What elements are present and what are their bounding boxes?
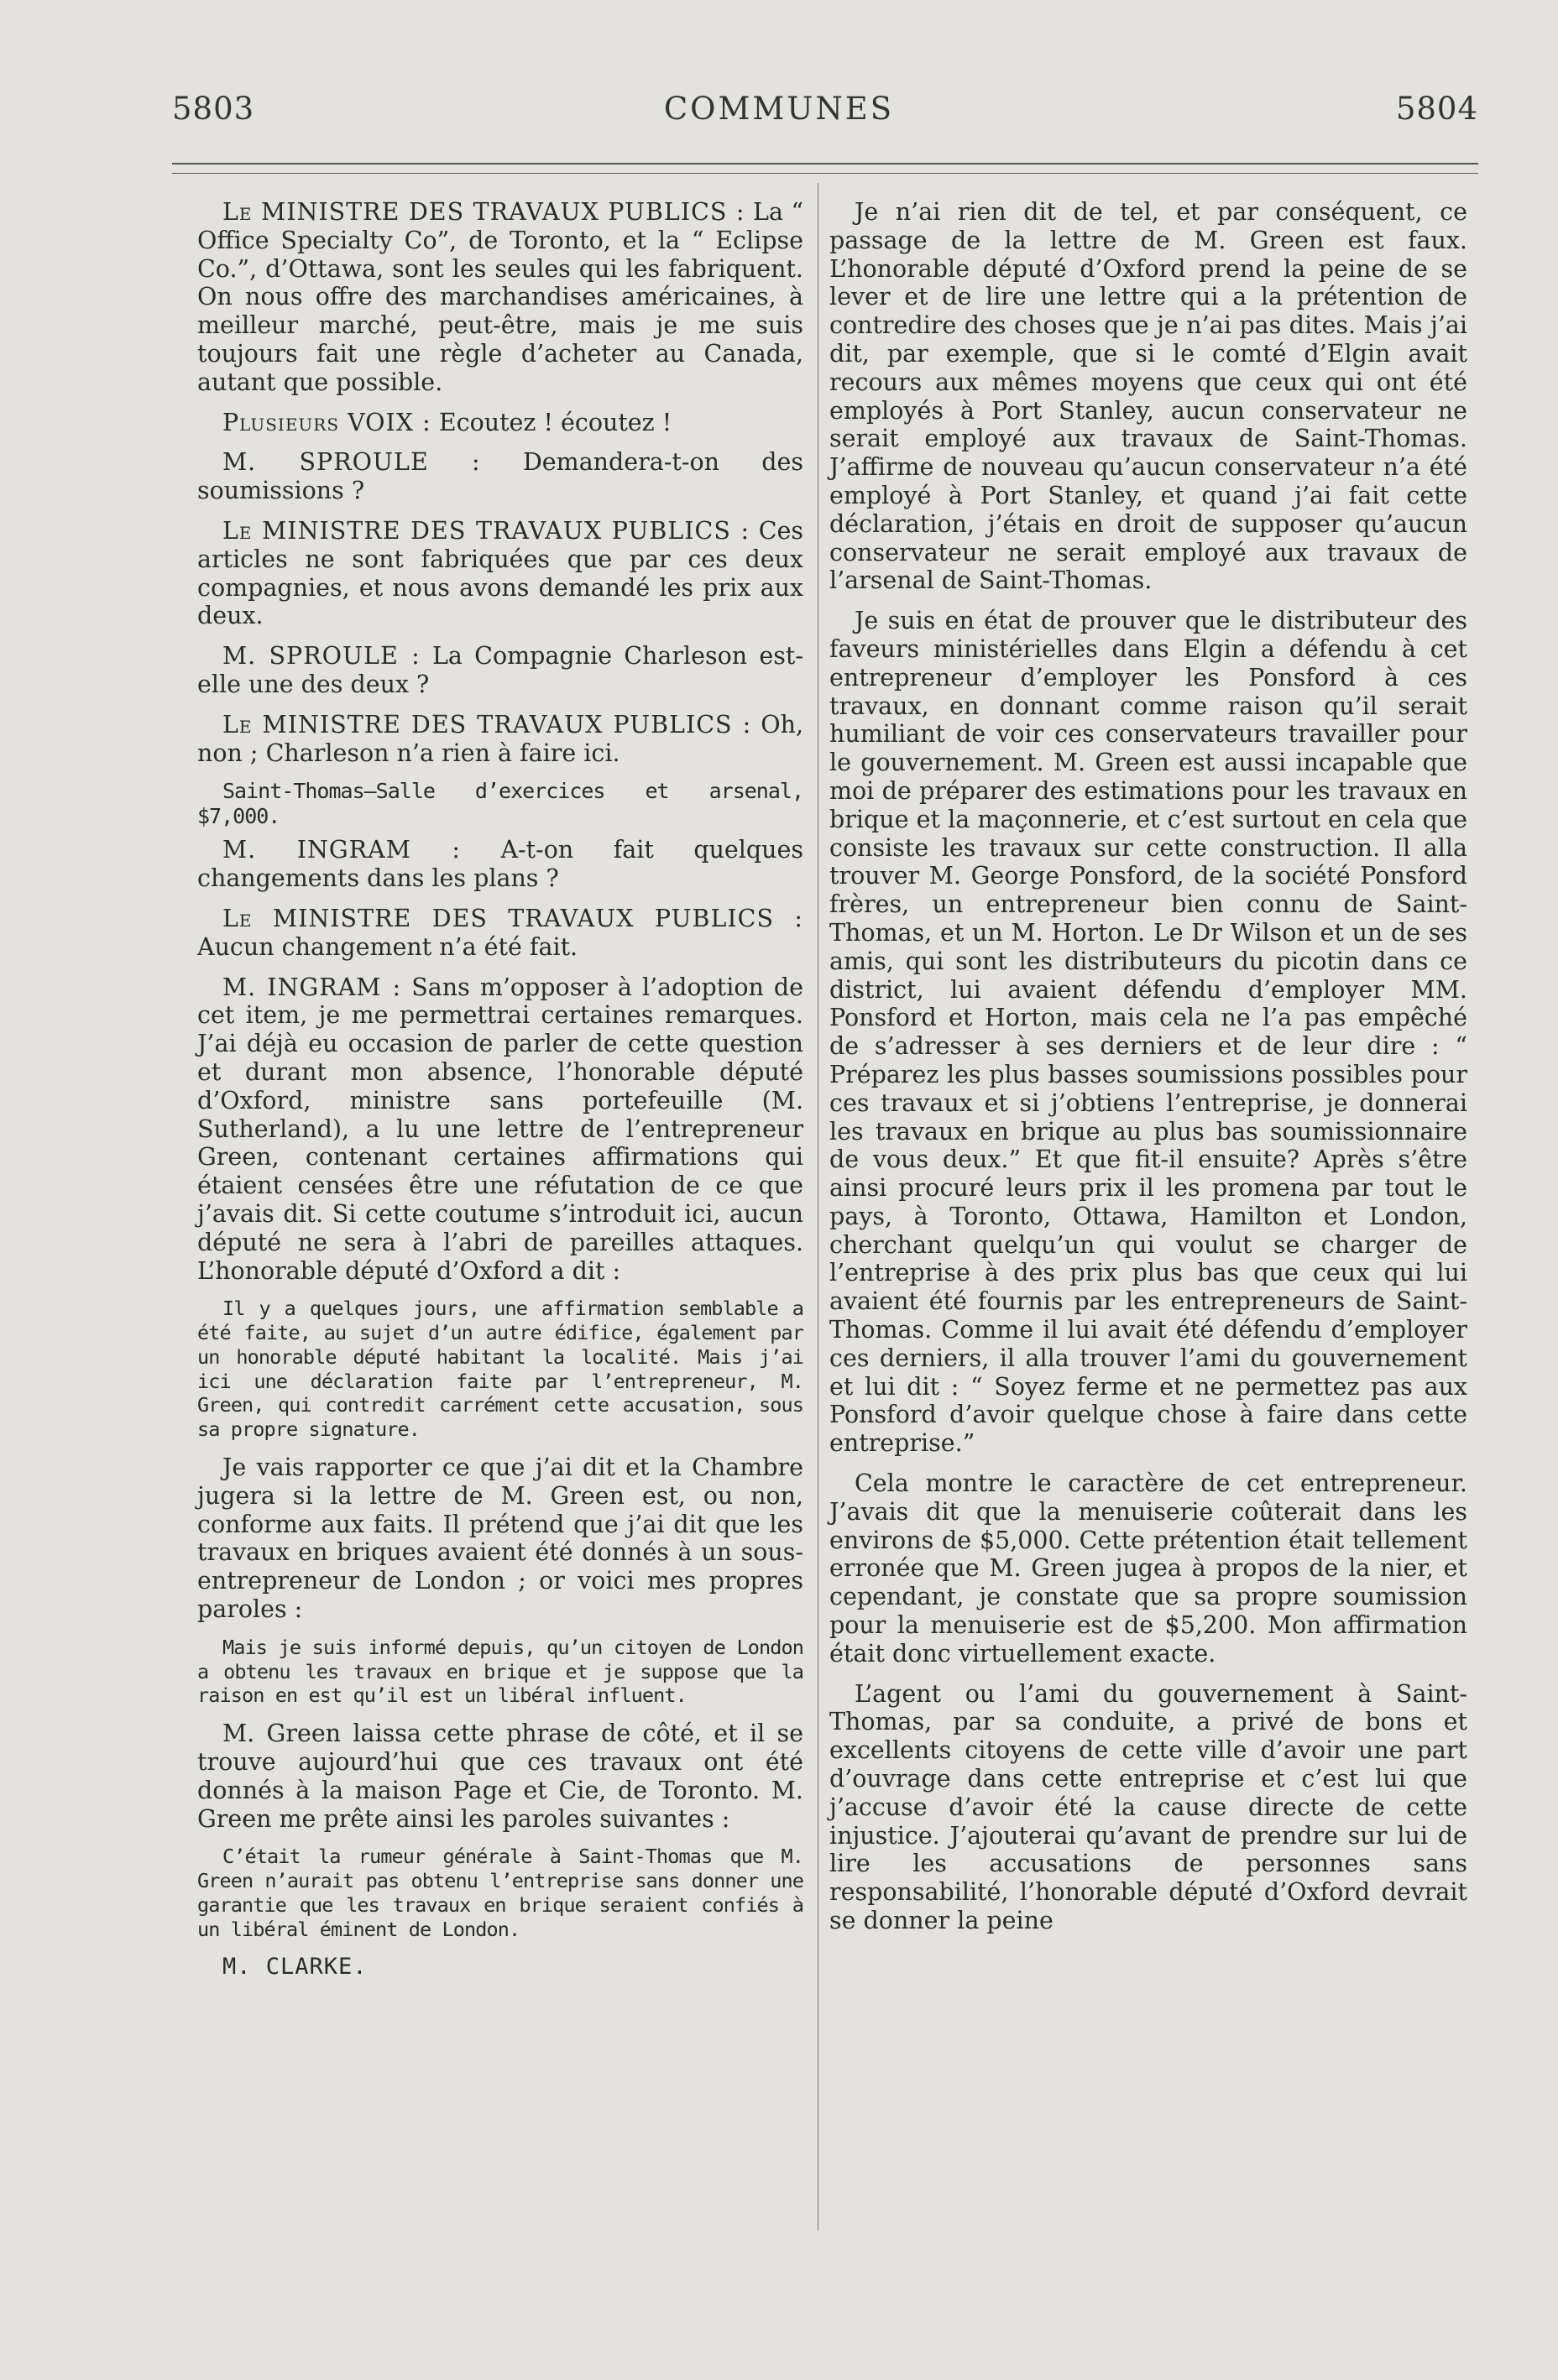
paragraph bbox=[829, 607, 1467, 1458]
speaker-name: Plusieurs VOIX : bbox=[222, 408, 431, 436]
speech-paragraph bbox=[197, 448, 803, 505]
paragraph-text: M. Green laissa cette phrase de côté, et il se trouve aujourd’hui que ces travaux ont été donnés à la maison Page et Cie, de Toronto. M. Green me prête ainsi les paroles suivantes : bbox=[197, 1720, 803, 1833]
speaker-name: M. CLARKE. bbox=[222, 1953, 368, 1980]
paragraph-text: La Compagnie Charleson est-elle une des deux ? bbox=[197, 642, 803, 698]
paragraph-text: C’était la rumeur générale à Saint-Thomas que M. Green n’aurait pas obtenu l’entreprise sans donner une garantie que les travaux en brique seraient confiés à un libéral éminent de London. bbox=[197, 1845, 803, 1941]
header-rule-thin bbox=[172, 173, 1478, 174]
paragraph-text: Je n’ai rien dit de tel, et par conséquent, ce passage de la lettre de M. Green est faux. L’honorable député d’Oxford prend la peine de se lever et de lire une lettre qui a la prétention de contredire des choses que je n’ai pas dites. Mais j’ai dit, par exemple, que si le comté d’Elgin avait recours aux mêmes moyens que ceux qui ont été employés à Port Stanley, aucun conservateur ne serait employé aux travaux de Saint-Thomas. J’affirme de nouveau qu’aucun conservateur n’a été employé à Port Stanley, et quand j’ai fait cette déclaration, j’étais en droit de supposer qu’aucun conservateur ne serait employé aux travaux de l’arsenal de Saint-Thomas. bbox=[829, 198, 1467, 595]
speaker-name: M. SPROULE : bbox=[222, 448, 481, 477]
speaker-name: Le MINISTRE DES TRAVAUX PUBLICS : bbox=[222, 516, 750, 545]
paragraph-text: Ecoutez ! écoutez ! bbox=[438, 408, 672, 436]
paragraph bbox=[829, 198, 1467, 595]
left-page-number: 5803 bbox=[172, 91, 255, 127]
speech-paragraph bbox=[197, 973, 803, 1286]
speech-paragraph bbox=[197, 642, 803, 699]
speaker-name: M. INGRAM : bbox=[222, 973, 402, 1001]
speech-paragraph bbox=[197, 836, 803, 893]
paragraph-text: L’agent ou l’ami du gouvernement à Saint-Thomas, par sa conduite, a privé de bons et excellents citoyens de cette ville d’avoir une part d’ouvrage dans cette entreprise et c’est lui que j’accuse d’avoir été la cause directe de cette injustice. J’ajouterai qu’avant de prendre sur lui de lire les accusations de personnes sans responsabilité, l’honorable député d’Oxford devrait se donner la peine bbox=[829, 1679, 1467, 1935]
paragraph bbox=[829, 1680, 1467, 1935]
speech-paragraph bbox=[197, 905, 803, 962]
paragraph-text: Il y a quelques jours, une affirmation semblable a été faite, au sujet d’un autre édifice, également par un honorable député habitant la localité. Mais j’ai ici une déclaration faite par l’entrepreneur, M. Green, qui contredit carrément cette accusation, sous sa propre signature. bbox=[197, 1297, 803, 1442]
left-column bbox=[197, 198, 803, 1981]
paragraph-text: Saint-Thomas—Salle d’exercices et arsenal, $7,000. bbox=[197, 779, 803, 829]
paragraph bbox=[197, 1720, 803, 1833]
speaker-name: Le MINISTRE DES TRAVAUX PUBLICS : bbox=[222, 904, 803, 932]
header-rule bbox=[172, 163, 1478, 164]
right-column bbox=[829, 198, 1467, 1947]
paragraph-text: A-t-on fait quelques changements dans les plans ? bbox=[197, 836, 803, 893]
paragraph bbox=[197, 1454, 803, 1624]
paragraph-text: Sans m’opposer à l’adoption de cet item, je me permettrai certaines remarques. J’ai déjà eu occasion de parler de cette question et durant mon absence, l’honorable député d’Oxford, ministre sans portefeuille (M. Sutherland), a lu une lettre de l’entrepreneur Green, contenant certaines affirmations qui étaient censées être une réfutation de ce que j’avais dit. Si cette coutume s’introduit ici, aucun député ne sera à l’abri de pareilles attaques. L’honorable député d’Oxford a dit : bbox=[197, 973, 804, 1285]
paragraph bbox=[829, 1469, 1467, 1668]
speaker-heading bbox=[197, 1954, 803, 1981]
speaker-name: M. INGRAM : bbox=[222, 836, 461, 864]
speech-paragraph bbox=[197, 198, 803, 397]
speech-paragraph bbox=[197, 517, 803, 630]
paragraph-text: Je vais rapporter ce que j’ai dit et la Chambre jugera si la lettre de M. Green est, ou non, conforme aux faits. Il prétend que j’ai dit que les travaux en briques avaient été donnés à un sous-entrepreneur de London ; or voici mes propres paroles : bbox=[197, 1454, 803, 1624]
paragraph-text: Mais je suis informé depuis, qu’un citoyen de London a obtenu les travaux en brique et je suppose que la raison en est qu’il est un libéral influent. bbox=[197, 1635, 803, 1708]
speech-paragraph bbox=[197, 711, 803, 768]
paragraph-text: Aucun changement n’a été fait. bbox=[197, 932, 578, 961]
paragraph-text: Oh, non ; Charleson n’a rien à faire ici. bbox=[197, 710, 803, 767]
paragraph-text: Cela montre le caractère de cet entrepreneur. J’avais dit que la menuiserie coûterait dans les environs de $5,000. Cette prétention était tellement erronée que M. Green jugea à propos de la nier, et cependant, je constate que sa propre soumission pour la menuiserie est de $5,200. Mon affirmation était donc virtuellement exacte. bbox=[829, 1469, 1467, 1668]
speaker-name: M. SPROULE : bbox=[222, 642, 421, 671]
paragraph-text: Ces articles ne sont fabriquées que par ces deux compagnies, et nous avons demandé les prix aux deux. bbox=[197, 516, 803, 630]
budget-item bbox=[197, 779, 803, 829]
paragraph-text: Demandera-t-on des soumissions ? bbox=[197, 448, 803, 505]
quoted-passage bbox=[197, 1297, 803, 1442]
speech-paragraph bbox=[197, 409, 803, 437]
paragraph-text: La “ Office Specialty Co”, de Toronto, et la “ Eclipse Co.”, d’Ottawa, sont les seules qui les fabriquent. On nous offre des marchandises américaines, à meilleur marché, peut-être, mais je me suis toujours fait une règle d’acheter au Canada, autant que possible. bbox=[197, 198, 804, 396]
speaker-name: Le MINISTRE DES TRAVAUX PUBLICS : bbox=[222, 198, 745, 226]
running-title: COMMUNES bbox=[663, 91, 895, 127]
paragraph-text: Je suis en état de prouver que le distributeur des faveurs ministérielles dans Elgin a défendu à cet entrepreneur d’employer les Ponsford à ces travaux, en donnant comme raison qu’il serait humiliant de voir ces conservateurs travailler pour le gouvernement. M. Green est aussi incapable que moi de préparer des estimations pour les travaux en brique et la maçonnerie, et c’est surtout en cela que consiste les travaux sur cette construction. Il alla trouver M. George Ponsford, de la société Ponsford frères, un entrepreneur bien connu de Saint-Thomas, et un M. Horton. Le Dr Wilson et un de ses amis, qui sont les distributeurs du picotin dans ce district, lui avaient défendu d’employer MM. Ponsford et Horton, mais cela ne l’a pas empêché de s’adresser à ses derniers et de leur dire : “ Préparez les plus basses soumissions possibles pour ces travaux et si j’obtiens l’entreprise, je donnerai les travaux en brique au plus bas soumissionnaire de vous deux.” Et que fit-il ensuite? Après s’être ainsi procuré leurs prix il les promena par tout le pays, à Toronto, Ottawa, Hamilton et London, cherchant quelqu’un qui voulut se charger de l’entreprise à des prix plus bas que ceux qui lui avaient été fournis par les entrepreneurs de Saint-Thomas. Comme il lui avait été défendu d’employer ces derniers, il alla trouver l’ami du gouvernement et lui dit : “ Soyez ferme et ne permettez pas aux Ponsford d’avoir quelque chose à faire dans cette entreprise.” bbox=[829, 607, 1467, 1458]
quoted-passage bbox=[197, 1636, 803, 1708]
quoted-passage bbox=[197, 1845, 803, 1941]
right-page-number: 5804 bbox=[1395, 91, 1478, 127]
speaker-name: Le MINISTRE DES TRAVAUX PUBLICS : bbox=[222, 710, 752, 739]
